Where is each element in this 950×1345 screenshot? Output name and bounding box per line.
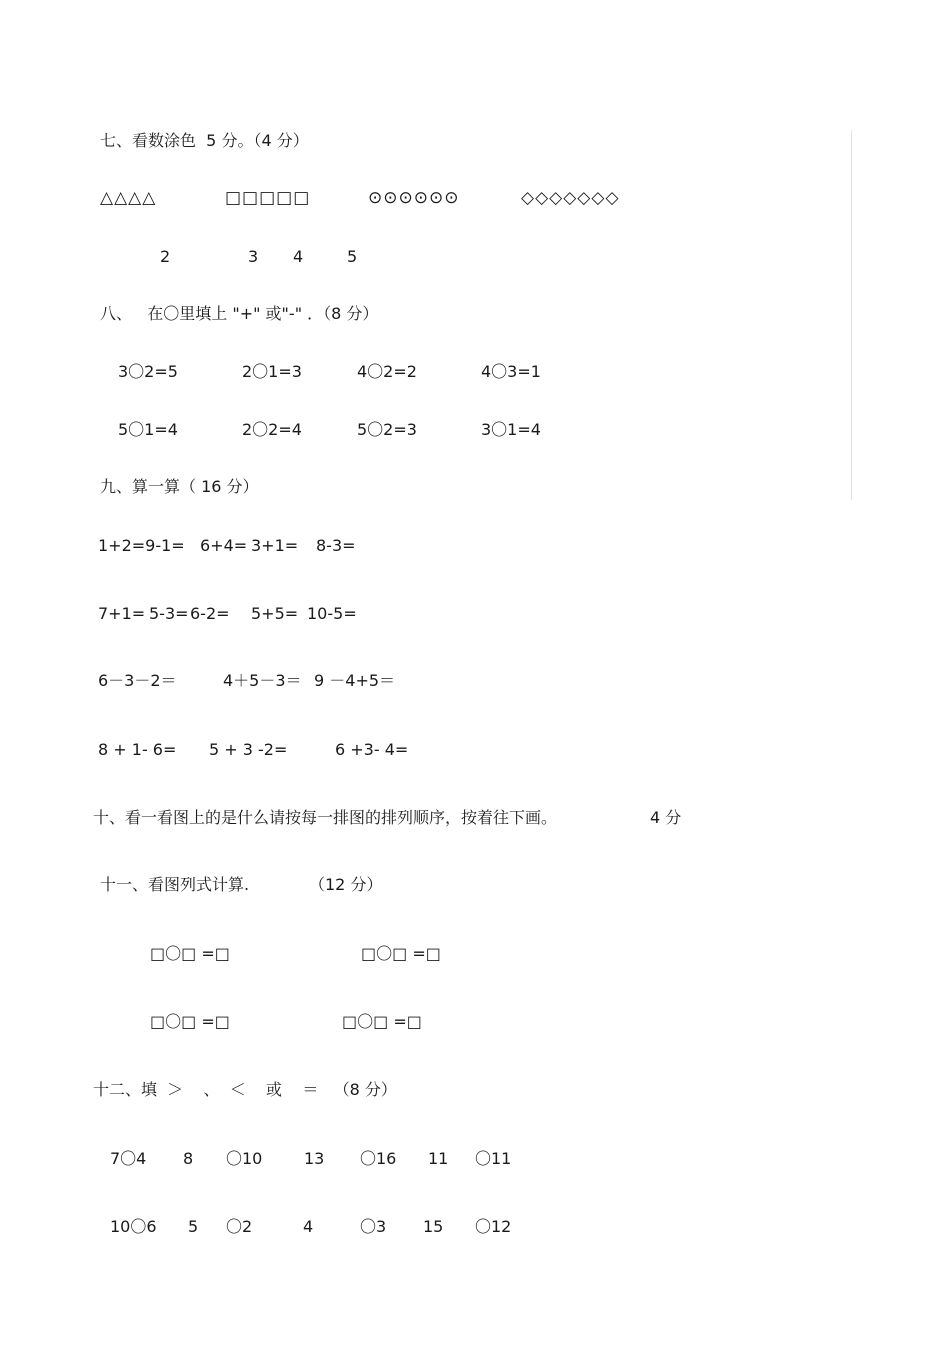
compare-item: 5	[188, 1217, 199, 1236]
circle-dot-group: ⊙⊙⊙⊙⊙⊙	[368, 188, 460, 208]
sign-problem: 3〇1=4	[481, 420, 541, 439]
sign-problem: 2〇1=3	[242, 362, 302, 381]
compare-item: 7〇4	[110, 1149, 147, 1168]
arith-problem: 1+2=9-1=	[98, 536, 185, 555]
compare-item: 8	[183, 1149, 194, 1168]
arith-problem: 6 +3- 4=	[335, 740, 409, 759]
section-9-heading: 九、算一算（ 16 分）	[100, 477, 259, 496]
color-number-3: 4	[293, 247, 304, 266]
sign-problem: 4〇2=2	[357, 362, 417, 381]
compare-item: 〇3	[360, 1217, 387, 1236]
arith-problem: 6－3－2＝	[98, 671, 177, 690]
arith-problem: 6+4=	[200, 536, 248, 555]
equation-blank: □〇□ =□	[150, 1012, 230, 1031]
section-10-heading: 十、看一看图上的是什么请按每一排图的排列顺序，按着往下画。	[93, 808, 558, 827]
compare-item: 4	[303, 1217, 314, 1236]
color-number-1: 2	[160, 247, 171, 266]
square-group: □□□□□	[225, 188, 311, 208]
section-8-heading: 八、 在〇里填上 "+" 或"-" ．（8 分）	[100, 304, 379, 323]
section-7-heading: 七、看数涂色 5 分。（4 分）	[100, 131, 309, 150]
page-edge-rule	[851, 130, 852, 500]
arith-problem: 8-3=	[316, 536, 356, 555]
section-11-heading: 十一、看图列式计算.	[100, 875, 250, 894]
sign-problem: 3〇2=5	[118, 362, 178, 381]
section-11-score: （12 分）	[309, 875, 383, 894]
sign-problem: 5〇1=4	[118, 420, 178, 439]
sign-problem: 5〇2=3	[357, 420, 417, 439]
arith-problem: 5+5=	[251, 604, 299, 623]
compare-item: 10〇6	[110, 1217, 157, 1236]
equation-blank: □〇□ =□	[342, 1012, 422, 1031]
compare-item: 13	[304, 1149, 325, 1168]
compare-item: 11	[428, 1149, 449, 1168]
sign-problem: 4〇3=1	[481, 362, 541, 381]
triangle-group: △△△△	[100, 188, 157, 208]
arith-problem: 8 + 1- 6=	[98, 740, 177, 759]
arith-problem: 7+1=	[98, 604, 146, 623]
diamond-group: ◇◇◇◇◇◇◇	[521, 188, 620, 208]
color-number-2: 3	[248, 247, 259, 266]
arith-problem: 4＋5－3＝	[223, 671, 302, 690]
compare-item: 〇2	[226, 1217, 253, 1236]
compare-item: 〇11	[475, 1149, 512, 1168]
arith-problem: 5-3=	[149, 604, 189, 623]
arith-problem: 3+1=	[251, 536, 299, 555]
arith-problem: 9 －4+5＝	[314, 671, 396, 690]
compare-item: 15	[423, 1217, 444, 1236]
compare-item: 〇12	[475, 1217, 512, 1236]
sign-problem: 2〇2=4	[242, 420, 302, 439]
arith-problem: 6-2=	[190, 604, 230, 623]
equation-blank: □〇□ =□	[361, 944, 441, 963]
section-10-score: 4 分	[650, 808, 682, 827]
arith-problem: 5 + 3 -2=	[209, 740, 288, 759]
equation-blank: □〇□ =□	[150, 944, 230, 963]
compare-item: 〇16	[360, 1149, 397, 1168]
arith-problem: 10-5=	[307, 604, 357, 623]
compare-item: 〇10	[226, 1149, 263, 1168]
section-12-heading: 十二、填 ＞ 、 ＜ 或 ＝ （8 分）	[93, 1080, 397, 1099]
color-number-4: 5	[347, 247, 358, 266]
